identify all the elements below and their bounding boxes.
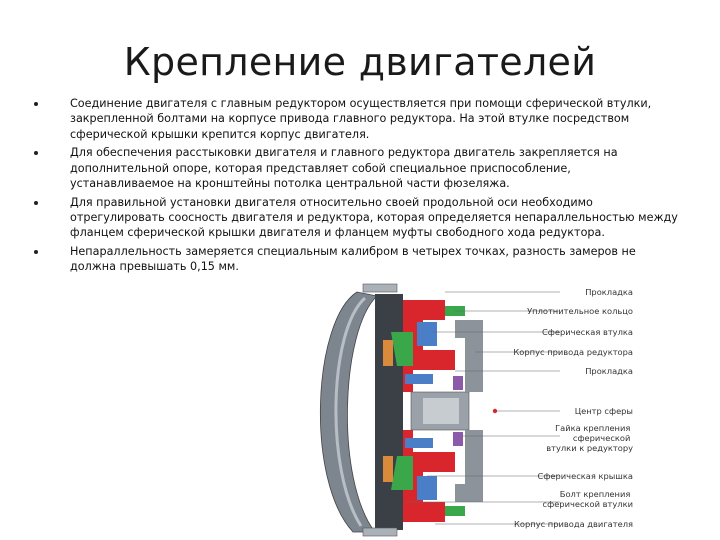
bullet-text: Для правильной установки двигателя относительно своей продольной оси необходимо отрегулировать соосность двигателя и редуктора, которая определяется непараллельностью между фланцем сферической крышки двигателя и фланцем муфты свободного хода редуктора. <box>70 195 678 240</box>
bullet-dot-icon <box>34 151 38 155</box>
label-reducer-drive-housing: Корпус привода редуктора <box>513 347 633 357</box>
bullet-dot-icon <box>34 102 38 106</box>
bullet-list <box>28 96 678 278</box>
engine-mount-diagram <box>305 280 715 538</box>
mount-cross-section <box>320 284 497 536</box>
bullet-text: Для обеспечения расстыковки двигателя и главного редуктора двигатель закрепляется на дополнительной опоре, которая представляет собой специальное приспособление, устанавливаемое на кронштейны потолка центральной части фюзеляжа. <box>70 146 618 190</box>
label-sealing-ring: Уплотнительное кольцо <box>527 306 633 316</box>
diagram-labels <box>513 287 633 529</box>
bullet-item <box>28 96 678 142</box>
page-title: Крепление двигателей <box>123 40 597 84</box>
bullet-dot-icon <box>34 201 38 205</box>
label-spherical-sleeve: Сферическая втулка <box>542 327 633 337</box>
bullet-dot-icon <box>34 250 38 254</box>
label-sleeve-nut: Гайка крепления сферической втулки к редуктору <box>546 423 633 453</box>
label-spherical-cap: Сферическая крышка <box>537 471 633 481</box>
label-gasket-bottom: Прокладка <box>585 366 633 376</box>
bullet-text: Соединение двигателя с главным редуктором осуществляется при помощи сферической втулки, закрепленной болтами на корпусе привода главного редуктора. На этой втулке посредством сферической крышки крепится корпус двигателя. <box>70 97 652 141</box>
label-gasket-top: Прокладка <box>585 287 633 297</box>
label-engine-drive-housing: Корпус привода двигателя <box>514 519 633 529</box>
bullet-item <box>28 244 678 275</box>
label-sleeve-bolt: Болт крепления сферической втулки <box>542 489 633 509</box>
bullet-item <box>28 195 678 241</box>
label-sphere-center: Центр сферы <box>574 406 633 416</box>
bullet-item <box>28 145 678 191</box>
bullet-text: Непараллельность замеряется специальным калибром в четырех точках, разность замеров не должна превышать 0,15 мм. <box>70 245 636 274</box>
